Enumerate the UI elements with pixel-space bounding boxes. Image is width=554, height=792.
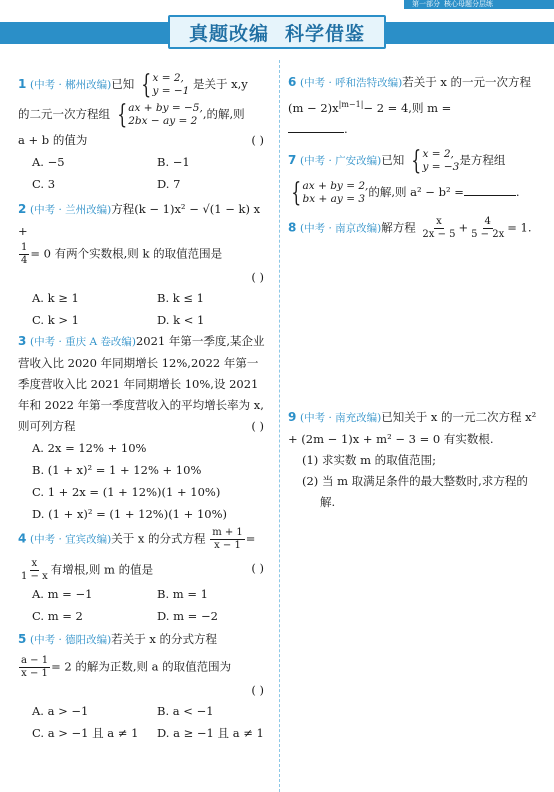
banner bbox=[168, 15, 386, 49]
option-b: B. a < −1 bbox=[157, 704, 214, 718]
answer-blank bbox=[288, 121, 344, 133]
option-b: B. (1 + x)² = 1 + 12% + 10% bbox=[32, 463, 202, 477]
question-9: 9 (中考 · 南充改编)已知关于 x 的一元二次方程 x² + (2m − 1)x + m² − 3 = 0 有实数根. (1) 求实数 m 的取值范围; (2) 当 m 取满足条件的最大整数时,求方程的解. bbox=[288, 407, 538, 513]
question-number: 7 bbox=[288, 152, 297, 167]
tab-part: 第一部分 bbox=[412, 0, 440, 8]
fraction: $\frac{4}{5 - 2x}$ bbox=[471, 215, 505, 240]
question-number: 8 bbox=[288, 220, 297, 235]
fraction: $\frac{a - 1}{x - 1}$ bbox=[21, 655, 49, 679]
options bbox=[32, 583, 268, 627]
answer-paren: ( ) bbox=[251, 419, 264, 433]
question-3: 3 (中考 · 重庆 A 卷改编)2021 年第一季度,某企业营收入比 2020 年同期增长 12%,2022 年第一季度营收入比 2021 年同期增长 10%,设 2021 年和 2022 年第一季度营收入的平均增长率为 x,则可列方程 ( ) A. 2x = 12% + 10% B. (1 + x)² = 1 + 12% + 10% C. 1 + 2x = (1 + 12%)(1 + 10%) D. (1 + x)² = (1 + 12%)(1 + 10%) bbox=[18, 331, 268, 525]
option-a: A. −5 bbox=[32, 155, 65, 169]
options bbox=[32, 287, 251, 331]
question-source: (中考 · 呼和浩特改编) bbox=[300, 77, 403, 89]
question-1: 1 (中考 · 郴州改编)已知 { x = 2, y = −1 是关于 x,y 的二元一次方程组 { ax + by = −5, 2bx − ay = 2 ,的解,则 a + b 的值为 ( ) A. −5 B. −1 C. 3 D. 7 bbox=[18, 72, 268, 195]
options bbox=[32, 700, 264, 744]
option-a: A. a > −1 bbox=[32, 704, 89, 718]
question-6: 6 (中考 · 呼和浩特改编)若关于 x 的一元一次方程$(m - 2)x^{|m-1|}- 2 = 4$,则 m = . bbox=[288, 75, 532, 136]
question-source: (中考 · 兰州改编) bbox=[30, 204, 112, 216]
question-source: (中考 · 德阳改编) bbox=[30, 634, 112, 646]
fraction: $\frac{m + 1}{x - 1}$ bbox=[212, 527, 243, 551]
fraction: $\frac{1}{4}$ bbox=[21, 242, 28, 266]
answer-blank bbox=[464, 184, 516, 196]
equation-system: { ax + by = −5, 2bx − ay = 2 bbox=[116, 100, 203, 130]
option-c: C. m = 2 bbox=[32, 609, 83, 623]
question-8: 8 (中考 · 南京改编)解方程 $\frac{x}{2x - 5}$ + $\frac{4}{5 - 2x}$ = 1. bbox=[288, 215, 532, 240]
answer-paren: ( ) bbox=[251, 270, 264, 284]
answer-paren: ( ) bbox=[251, 133, 264, 147]
question-7: 7 (中考 · 广安改编)已知 { x = 2, y = −3 是方程组 { ax + by = 2, bx + ay = 3 的解,则 a² − b² = . bbox=[288, 145, 520, 208]
answer-paren: ( ) bbox=[251, 683, 264, 697]
option-a: A. k ≥ 1 bbox=[32, 291, 79, 305]
equation-system: { x = 2, y = −3 bbox=[411, 145, 460, 176]
answer-paren: ( ) bbox=[251, 561, 264, 575]
question-source: (中考 · 郴州改编) bbox=[30, 79, 112, 91]
question-number: 9 bbox=[288, 409, 297, 424]
question-source: (中考 · 南京改编) bbox=[300, 222, 382, 235]
question-number: 3 bbox=[18, 334, 27, 348]
option-d: D. k < 1 bbox=[157, 313, 205, 327]
options bbox=[32, 437, 268, 525]
question-5: 5 (中考 · 德阳改编)若关于 x 的分式方程 $\frac{a - 1}{x - 1}$ = 2 的解为正数,则 a 的取值范围为 ( ) A. a > −1 B. a < −1 C. a > −1 且 a ≠ 1 D. a ≥ −1 且 a ≠ 1 bbox=[18, 629, 268, 744]
sub-question-1: (1) 求实数 m 的取值范围; bbox=[302, 452, 437, 467]
option-a: A. m = −1 bbox=[32, 587, 93, 601]
question-source: (中考 · 南充改编) bbox=[300, 411, 382, 424]
option-d: D. 7 bbox=[157, 177, 181, 191]
right-column bbox=[288, 72, 538, 513]
question-4: 4 (中考 · 宜宾改编)关于 x 的分式方程 $\frac{m + 1}{x - 1}$ = $\frac{x}{1 - x}$ 有增根,则 m 的值是 ( ) A. m = −1 B. m = 1 C. m = 2 D. m = −2 bbox=[18, 527, 268, 627]
tab-section: 核心母题分层练 bbox=[444, 0, 493, 8]
section-tab bbox=[404, 0, 554, 9]
sub-question-2: (2) 当 m 取满足条件的最大整数时,求方程的解. bbox=[302, 473, 528, 509]
question-number: 6 bbox=[288, 75, 297, 89]
option-d: D. a ≥ −1 且 a ≠ 1 bbox=[157, 726, 264, 740]
question-number: 5 bbox=[18, 632, 27, 646]
banner-left-title: 真题改编 bbox=[188, 22, 269, 45]
question-2: 2 (中考 · 兰州改编)方程(k − 1)x² − √(1 − k) x + $\frac{1}{4}$ = 0 有两个实数根,则 k 的取值范围是 ( ) A. k ≥ 1 B. k ≤ 1 C. k > 1 D. k < 1 bbox=[18, 199, 268, 331]
question-source: (中考 · 广安改编) bbox=[300, 154, 382, 167]
banner-right-title: 科学借鉴 bbox=[285, 22, 366, 45]
question-source: (中考 · 宜宾改编) bbox=[30, 533, 112, 546]
option-a: A. 2x = 12% + 10% bbox=[32, 441, 147, 455]
option-d: D. m = −2 bbox=[157, 609, 218, 623]
question-source: (中考 · 重庆 A 卷改编) bbox=[30, 336, 136, 348]
option-b: B. m = 1 bbox=[157, 587, 208, 601]
equation-system: { x = 2, y = −1 bbox=[141, 70, 190, 100]
fraction: $\frac{x}{1 - x}$ bbox=[21, 558, 48, 582]
question-number: 4 bbox=[18, 531, 27, 546]
equation-system: { ax + by = 2, bx + ay = 3 bbox=[291, 177, 369, 208]
option-c: C. 3 bbox=[32, 177, 56, 191]
option-c: C. a > −1 且 a ≠ 1 bbox=[32, 726, 139, 740]
option-c: C. 1 + 2x = (1 + 12%)(1 + 10%) bbox=[32, 485, 221, 499]
options bbox=[32, 151, 268, 195]
question-number: 1 bbox=[18, 77, 27, 91]
option-d: D. (1 + x)² = (1 + 12%)(1 + 10%) bbox=[32, 507, 227, 521]
left-column bbox=[18, 72, 268, 744]
question-number: 2 bbox=[18, 202, 27, 216]
option-c: C. k > 1 bbox=[32, 313, 79, 327]
option-b: B. k ≤ 1 bbox=[157, 291, 204, 305]
option-b: B. −1 bbox=[157, 155, 190, 169]
fraction: $\frac{x}{2x - 5}$ bbox=[422, 215, 456, 240]
